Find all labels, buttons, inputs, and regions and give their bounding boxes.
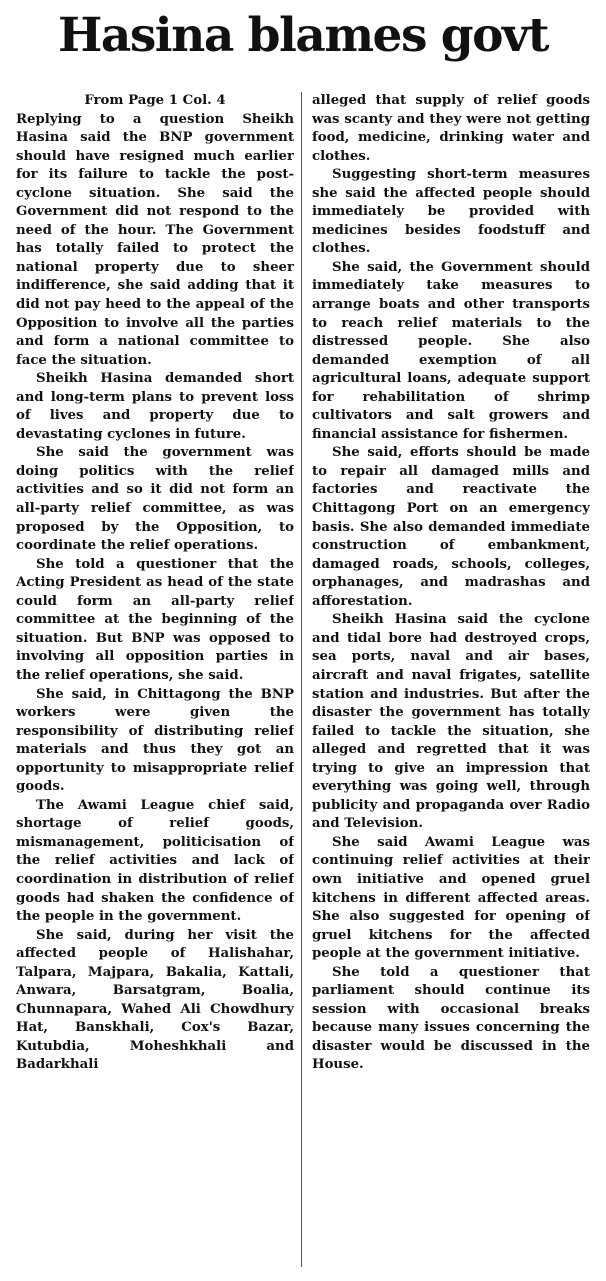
paragraph: The Awami League chief said, shortage of relief goods, mismanagement, politicisation of the relief activities and lack of coordination in distribution of relief goods had shaken the confidence of the people in the government. <box>16 797 294 925</box>
paragraph: She told a questioner that parliament should continue its session with occasional breaks because many issues concerning the disaster would be discussed in the House. <box>312 964 590 1073</box>
article-column-left <box>16 92 294 1272</box>
column-divider <box>301 92 302 1267</box>
jump-line: From Page 1 Col. 4 <box>84 93 226 108</box>
paragraph: Suggesting short-term measures she said the affected people should immediately be provided with medicines besides foodstuff and clothes. <box>312 167 590 257</box>
headline: Hasina blames govt <box>57 8 549 63</box>
paragraph: She told a questioner that the Acting President as head of the state could form an all-party relief committee at the beginning of the situation. But BNP was opposed to involving all opposition parties in the relief operations, she said. <box>16 556 294 683</box>
paragraph: She said, during her visit the affected people of Halishahar, Talpara, Majpara, Bakalia, Kattali, Anwara, Barsatgram, Boalia, Chunnapara, Wahed Ali Chowdhury Hat, Banskhali, Cox's Bazar, Kutubdia, Moheshkhali and Badarkhali <box>16 927 294 1073</box>
paragraph: She said, efforts should be made to repair all damaged mills and factories and reactivate the Chittagong Port on an emergency basis. She also demanded immediate construction of embankment, damaged roads, schools, colleges, orphanages, and madrashas and afforestation. <box>312 445 590 609</box>
paragraph: alleged that supply of relief goods was scanty and they were not getting food, medicine, drinking water and clothes. <box>312 93 590 164</box>
paragraph: She said the government was doing politics with the relief activities and so it did not form an all-party relief committee, as was proposed by the Opposition, to coordinate the relief operations. <box>16 445 294 554</box>
paragraph: Replying to a question Sheikh Hasina said the BNP government should have resigned much earlier for its failure to tackle the post-cyclone situation. She said the Government did not respond to the need of the hour. The Government has totally failed to protect the national property due to sheer indifference, she said adding that it did not pay heed to the appeal of the Opposition to involve all the parties and form a national committee to face the situation. <box>16 111 294 368</box>
article-column-right <box>312 92 590 1272</box>
paragraph: She said, the Government should immediately take measures to arrange boats and other transports to reach relief materials to the distressed people. She also demanded exemption of all agricultural loans, adequate support for rehabilitation of shrimp cultivators and salt growers and financial assistance for fishermen. <box>312 259 590 442</box>
paragraph: Sheikh Hasina demanded short and long-term plans to prevent loss of lives and property due to devastating cyclones in future. <box>16 371 294 442</box>
paragraph: She said, in Chittagong the BNP workers were given the responsibility of distributing relief materials and thus they got an opportunity to misappropriate relief goods. <box>16 686 294 795</box>
paragraph: She said Awami League was continuing relief activities at their own initiative and opened gruel kitchens in different affected areas. She also suggested for opening of gruel kitchens for the affected people at the government initiative. <box>312 834 590 962</box>
paragraph: Sheikh Hasina said the cyclone and tidal bore had destroyed crops, sea ports, naval and air bases, aircraft and naval frigates, satellite station and industries. But after the disaster the government has totally failed to tackle the situation, she alleged and regretted that it was trying to give an impression that everything was going well, through publicity and propaganda over Radio and Television. <box>312 612 590 832</box>
